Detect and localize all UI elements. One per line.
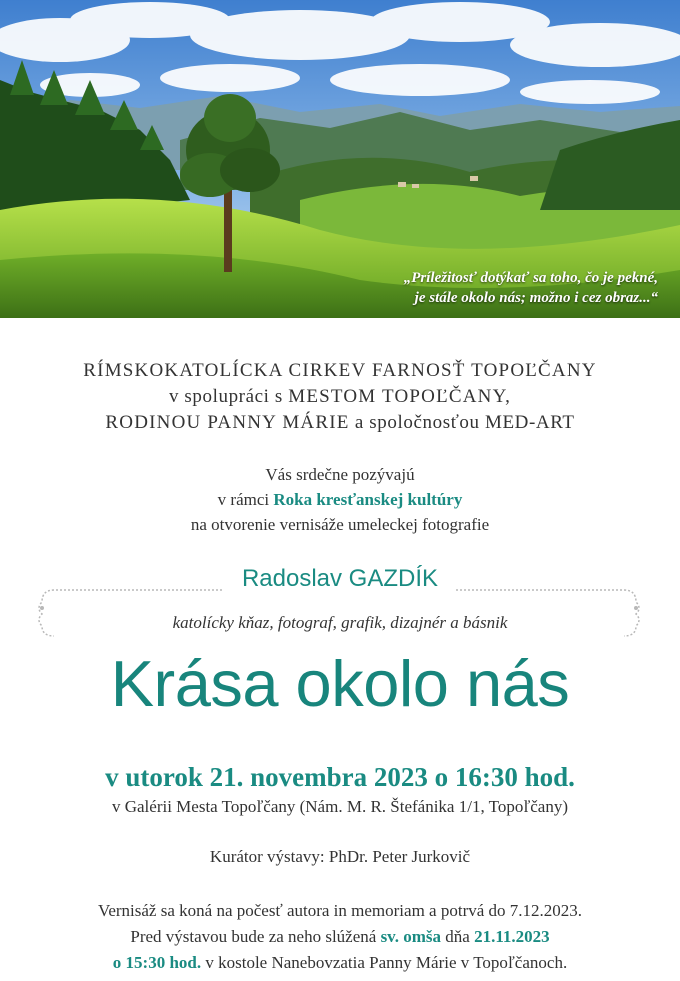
landscape-photo [0,0,680,318]
photo-quote [404,268,658,308]
invitation-line-2 [0,487,680,512]
mass-intro: Pred výstavou bude za neho slúžená [130,927,381,946]
organizer-town: MESTOM TOPOĽČANY, [288,386,512,407]
cooperation-text: v spolupráci s [168,386,289,407]
curator: Kurátor výstavy: PhDr. Peter Jurkovič [209,847,471,866]
memorial-note [0,898,680,976]
author-name: Radoslav GAZDÍK [241,565,439,592]
quote-line-2: je stále okolo nás; možno i cez obraz...“ [414,290,658,306]
invitation-prefix: v rámci [217,490,274,509]
organizer-family: RODINOU PANNY MÁRIE [105,412,350,433]
holy-mass: sv. omša [380,927,442,946]
organizers [0,358,680,436]
organizer-line-2 [0,384,680,410]
exhibition-title: Krása okolo nás [110,647,570,720]
organizer-parish: RÍMSKOKATOLÍCKA CIRKEV FARNOSŤ TOPOĽČANY [83,360,597,381]
quote-line-1: „Príležitosť dotýkať sa toho, čo je pekné, [403,270,658,286]
author-roles: katolícky kňaz, fotograf, grafik, dizajnér a básnik [172,613,508,632]
invitation-line-1: Vás srdečne pozývajú [265,465,415,484]
invitation [0,462,680,537]
memorial-line-2 [0,924,680,950]
mass-time: o 15:30 hod. [112,953,202,972]
culture-year-highlight: Roka kresťanskej kultúry [273,490,463,509]
memorial-line-1: Vernisáž sa koná na počesť autora in memoriam a potrvá do 7.12.2023. [97,901,583,920]
event-date-time: v utorok 21. novembra 2023 o 16:30 hod. [105,762,575,792]
organizer-line-3 [0,410,680,436]
event-venue: v Galérii Mesta Topoľčany (Nám. M. R. Štefánika 1/1, Topoľčany) [111,797,568,816]
invitation-line-3: na otvorenie vernisáže umeleckej fotografie [190,515,490,534]
memorial-line-3 [0,950,680,976]
mass-location: v kostole Nanebovzatia Panny Márie v Topoľčanoch. [201,953,568,972]
mass-day-word: dňa [441,927,475,946]
organizer-company: a spoločnosťou MED-ART [349,412,575,433]
mass-date: 21.11.2023 [474,927,550,946]
